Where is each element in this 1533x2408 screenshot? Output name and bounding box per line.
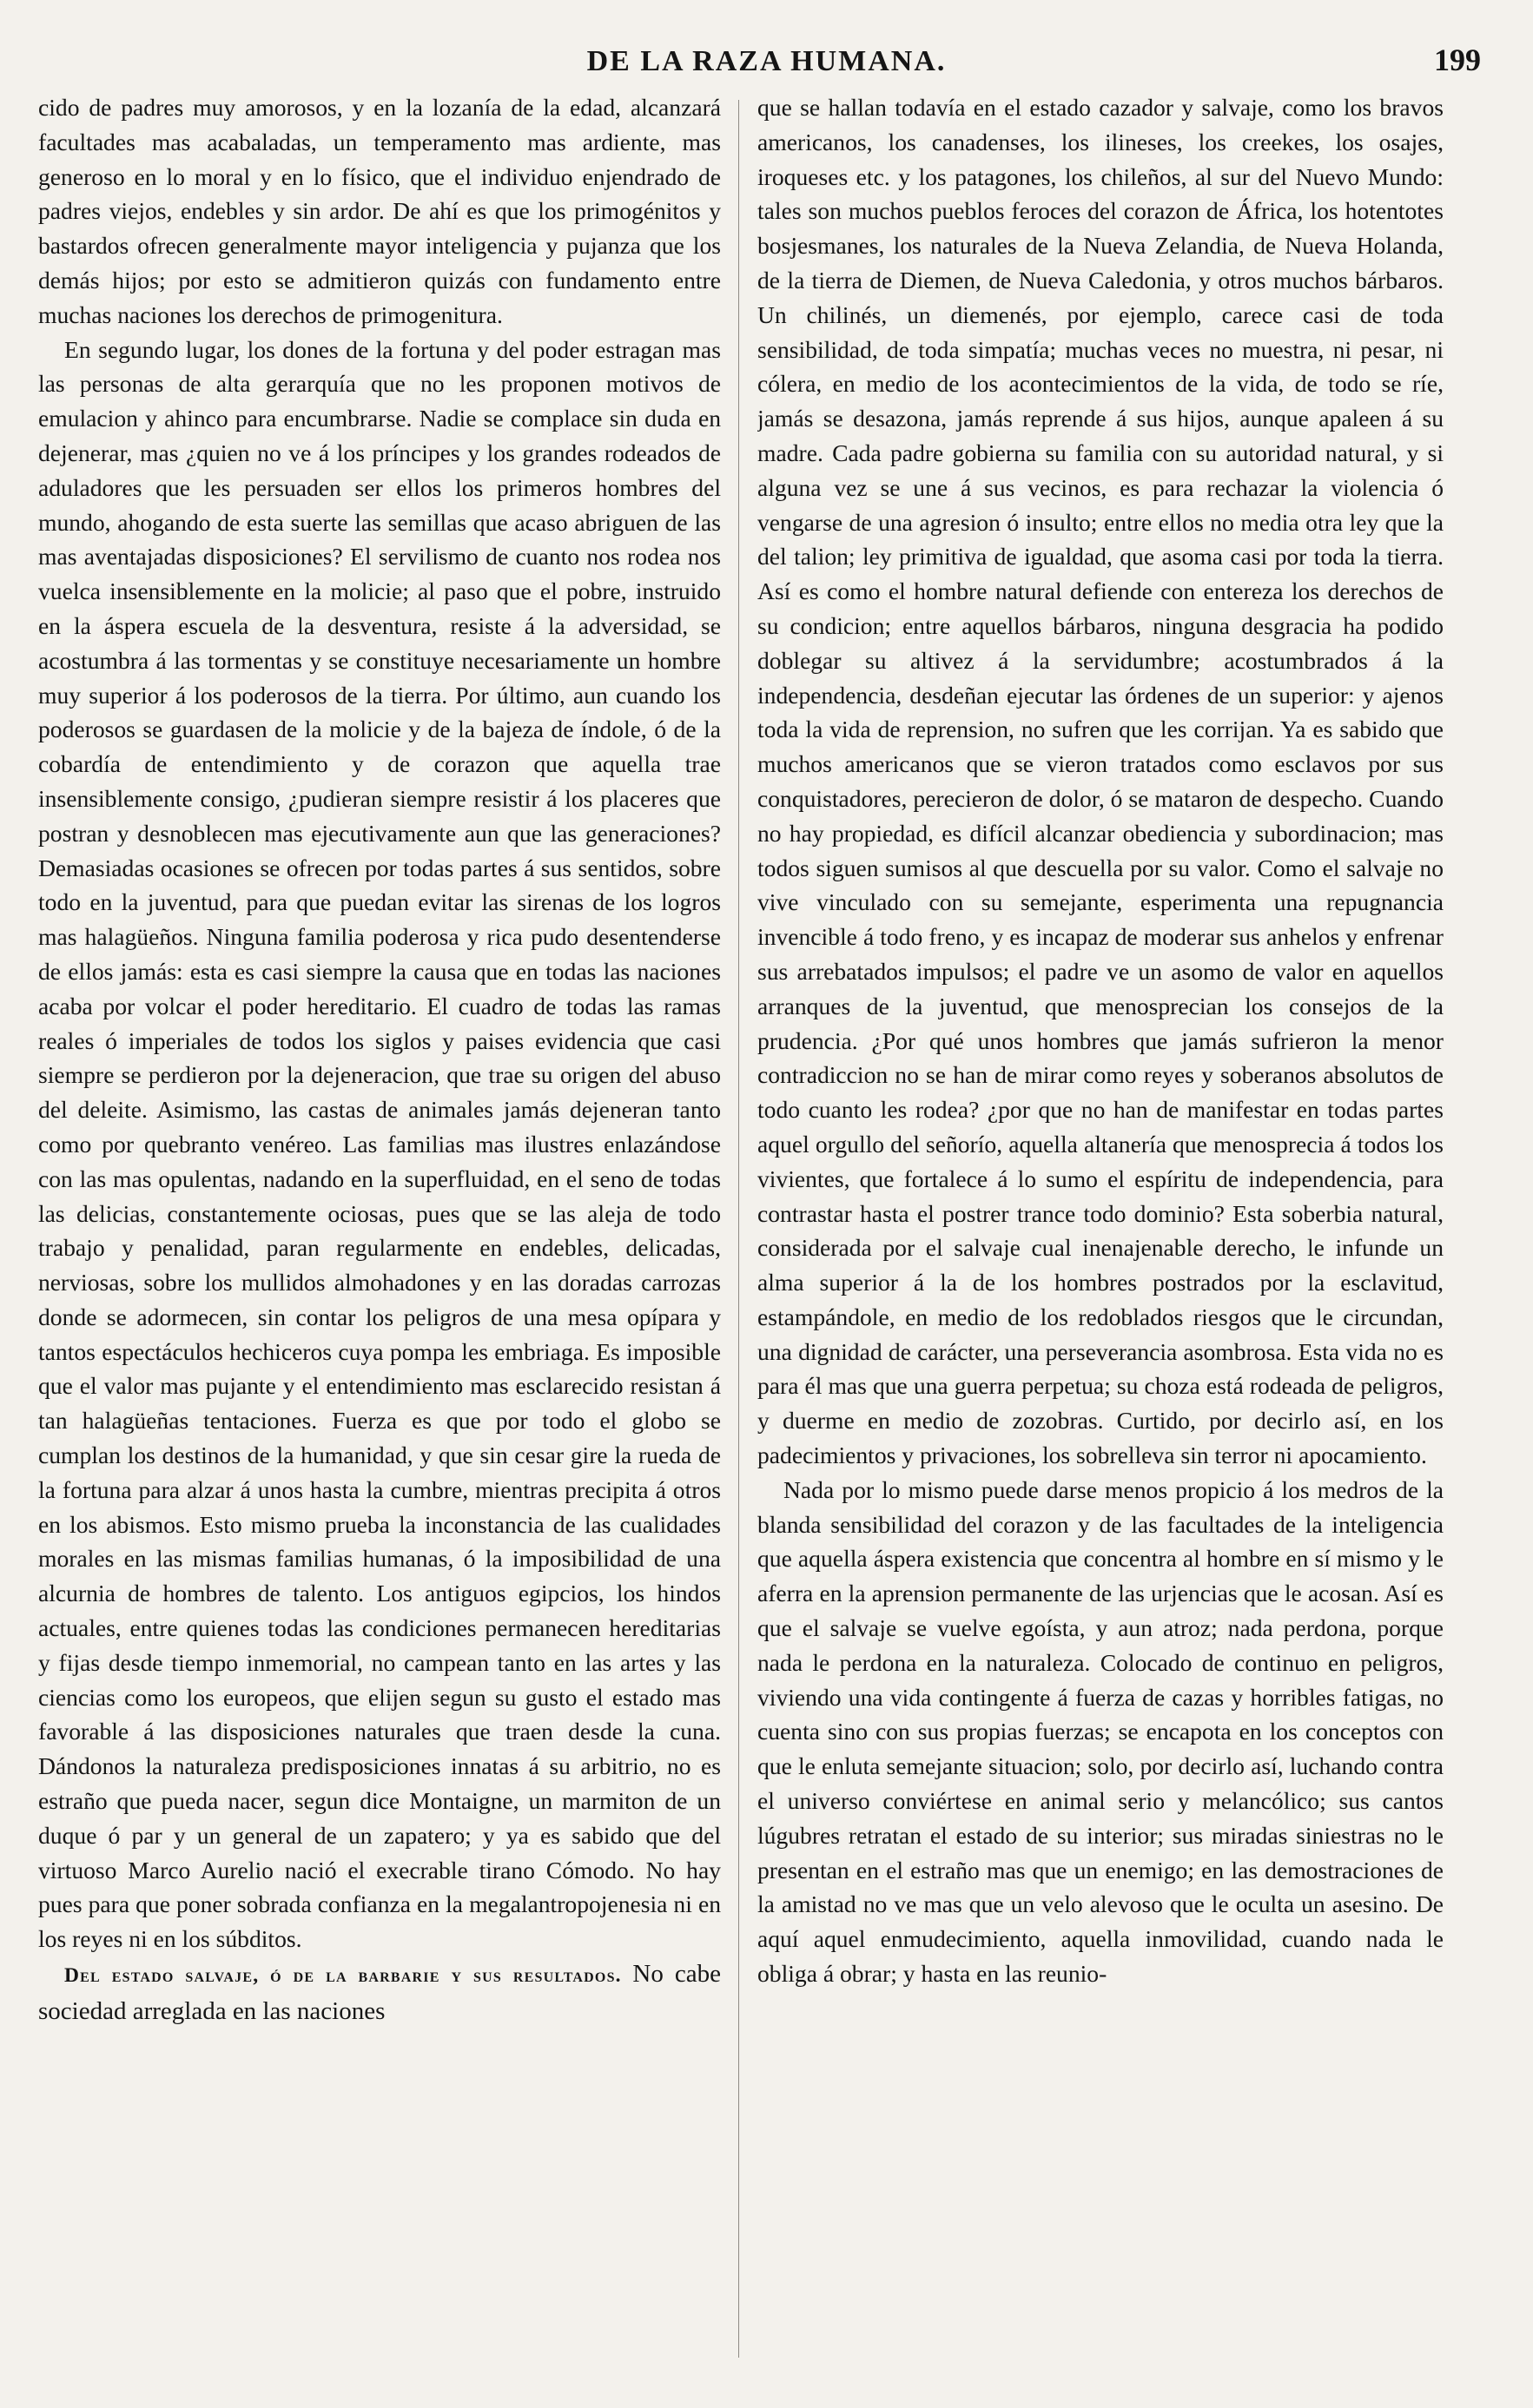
page-number: 199 [1434, 43, 1481, 77]
left-column [38, 90, 721, 2383]
right-paragraph-1: que se hallan todavía en el estado cazador y salvaje, como los bravos americanos, los canadenses, los ilineses, los creekes, los osajes, iroqueses etc. y los patagones, los chileños, al sur del Nuevo Mundo: tales son muchos pueblos feroces del corazon de África, los hotentotes bosjesmanes, los naturales de la Nueva Zelandia, de Nueva Holanda, de la tierra de Diemen, de Nueva Caledonia, y otros muchos bárbaros. Un chilinés, un diemenés, por ejemplo, carece casi de toda sensibilidad, de toda simpatía; muchas veces no muestra, ni pesar, ni cólera, en medio de los acontecimientos de la vida, de todo se ríe, jamás se desazona, jamás reprende á sus hijos, aunque apaleen á su madre. Cada padre gobierna su familia con su autoridad natural, y si alguna vez se une á sus vecinos, es para rechazar la violencia ó vengarse de una agresion ó insulto; entre ellos no media otra ley que la del talion; ley primitiva de igualdad, que asoma casi por toda la tierra. Así es como el hombre natural defiende con entereza los derechos de su condicion; entre aquellos bárbaros, ninguna desgracia ha podido doblegar su altivez á la servidumbre; acostumbrados á la independencia, desdeñan ejecutar las órdenes de un superior: y ajenos toda la vida de reprension, no sufren que les corrijan. Ya es sabido que muchos americanos que se vieron tratados como esclavos por sus conquistadores, perecieron de dolor, ó se mataron de despecho. Cuando no hay propiedad, es difícil alcanzar obediencia y subordinacion; mas todos siguen sumisos al que descuella por su valor. Como el salvaje no vive vinculado con su semejante, esperimenta una repugnancia invencible á todo freno, y es incapaz de moderar sus anhelos y enfrenar sus arrebatados impulsos; el padre ve un asomo de valor en aquellos arranques de la juventud, que menosprecian los consejos de la prudencia. ¿Por qué unos hombres que jamás sufrieron la menor contradiccion no se han de mirar como reyes y soberanos absolutos de todo cuanto les rodea? ¿por que no han de manifestar en todas partes aquel orgullo del señorío, aquella altanería que menosprecia á todos los vivientes, que fortalece á lo sumo el espíritu de independencia, para contrastar hasta el postrer trance todo dominio? Esta soberbia natural, considerada por el salvaje cual inenajenable derecho, le infunde un alma superior á la de los hombres postrados por la esclavitud, estampándole, en medio de los redoblados riesgos que le circundan, una dignidad de carácter, una perseverancia asombrosa. Esta vida no es para él mas que una guerra perpetua; su choza está rodeada de peligros, y duerme en medio de zozobras. Curtido, por decirlo así, en los padecimientos y privaciones, los sobrelleva sin terror ni apocamiento. [757, 94, 1444, 1469]
section-heading: Del estado salvaje, ó de la barbarie y sus resultados. [64, 1964, 622, 1988]
right-column [757, 90, 1444, 2383]
section-text: No cabe sociedad arreglada en las naciones [38, 1960, 721, 2025]
left-paragraph-1: cido de padres muy amorosos, y en la lozanía de la edad, alcanzará facultades mas acabaladas, un temperamento mas ardiente, mas generoso en lo moral y en lo físico, que el individuo enjendrado de padres viejos, endebles y sin ardor. De ahí es que los primogénitos y bastardos ofrecen generalmente mayor inteligencia y pujanza que los demás hijos; por esto se admitieron quizás con fundamento entre muchas naciones los derechos de primogenitura. [38, 94, 721, 328]
running-title: DE LA RAZA HUMANA. [586, 45, 947, 77]
column-divider [738, 100, 739, 2358]
left-paragraph-2: En segundo lugar, los dones de la fortuna y del poder estragan mas las personas de alta gerarquía que no les proponen motivos de emulacion y ahinco para encumbrarse. Nadie se complace sin duda en dejenerar, mas ¿quien no ve á los príncipes y los grandes rodeados de aduladores que les persuaden ser ellos los primeros hombres del mundo, ahogando de esta suerte las semillas que acaso abriguen de las mas aventajadas disposiciones? El servilismo de cuanto nos rodea nos vuelca insensiblemente en la molicie; al paso que el pobre, instruido en la áspera escuela de la desventura, resiste á la adversidad, se acostumbra á las tormentas y se constituye necesariamente un hombre muy superior á los poderosos de la tierra. Por último, aun cuando los poderosos se guardasen de la molicie y de la bajeza de índole, ó de la cobardía de entendimiento y de corazon que aquella trae insensiblemente consigo, ¿pudieran siempre resistir á los placeres que postran y desnoblecen mas ejecutivamente aun que las generaciones? Demasiadas ocasiones se ofrecen por todas partes á sus sentidos, sobre todo en la juventud, para que puedan evitar las sirenas de los logros mas halagüeños. Ninguna familia poderosa y rica pudo desentenderse de ellos jamás: esta es casi siempre la causa que en todas las naciones acaba por volcar el poder hereditario. El cuadro de todas las ramas reales ó imperiales de todos los siglos y paises evidencia que casi siempre se perdieron por la dejeneracion, que trae su origen del abuso del deleite. Asimismo, las castas de animales jamás dejeneran tanto como por quebranto venéreo. Las familias mas ilustres enlazándose con las mas opulentas, nadando en la superfluidad, en el seno de todas las delicias, constantemente ociosas, pues que se las aleja de todo trabajo y penalidad, paran regularmente en endebles, delicadas, nerviosas, sobre los mullidos almohadones y en las doradas carrozas donde se adormecen, sin contar los peligros de una mesa opípara y tantos espectáculos hechiceros cuya pompa les embriaga. Es imposible que el valor mas pujante y el entendimiento mas esclarecido resistan á tan halagüeñas tentaciones. Fuerza es que por todo el globo se cumplan los destinos de la humanidad, y que sin cesar gire la rueda de la fortuna para alzar á unos hasta la cumbre, mientras precipita á otros en los abismos. Esto mismo prueba la inconstancia de las cualidades morales en las mismas familias humanas, ó la imposibilidad de una alcurnia de hombres de talento. Los antiguos egipcios, los hindos actuales, entre quienes todas las condiciones permanecen hereditarias y fijas desde tiempo inmemorial, no campean tanto en las artes y las ciencias como los europeos, que elijen segun su gusto el estado mas favorable á las disposiciones naturales que traen desde la cuna. Dándonos la naturaleza predisposiciones innatas á su arbitrio, no es estraño que pueda nacer, segun dice Montaigne, un marmiton de un duque ó par y un general de un zapatero; y ya es sabido que del virtuoso Marco Aurelio nació el execrable tirano Cómodo. No hay pues para que poner sobrada confianza en la megalantropojenesia ni en los reyes ni en los súbditos. [38, 335, 721, 1953]
right-paragraph-2: Nada por lo mismo puede darse menos propicio á los medros de la blanda sensibilidad del corazon y de las facultades de la inteligencia que aquella áspera existencia que concentra al hombre en sí mismo y le aferra en la aprension permanente de las urjencias que le acosan. Así es que el salvaje se vuelve egoísta, y aun atroz; nada perdona, porque nada le perdona en la naturaleza. Colocado de continuo en peligros, viviendo una vida contingente á fuerza de cazas y horribles fatigas, no cuenta sino con sus propias fuerzas; se encapota en los conceptos con que le enluta semejante situacion; solo, por decirlo así, luchando contra el universo conviértese en animal serio y melancólico; sus cantos lúgubres retratan el estado de su interior; sus miradas siniestras no le presentan en el estraño mas que un enemigo; en las demostraciones de la amistad no ve mas que un velo alevoso que le oculta un asesino. De aquí aquel enmudecimiento, aquella inmovilidad, cuando nada le obliga á obrar; y hasta en las reunio- [757, 1475, 1444, 1988]
section-start [38, 1956, 721, 2029]
